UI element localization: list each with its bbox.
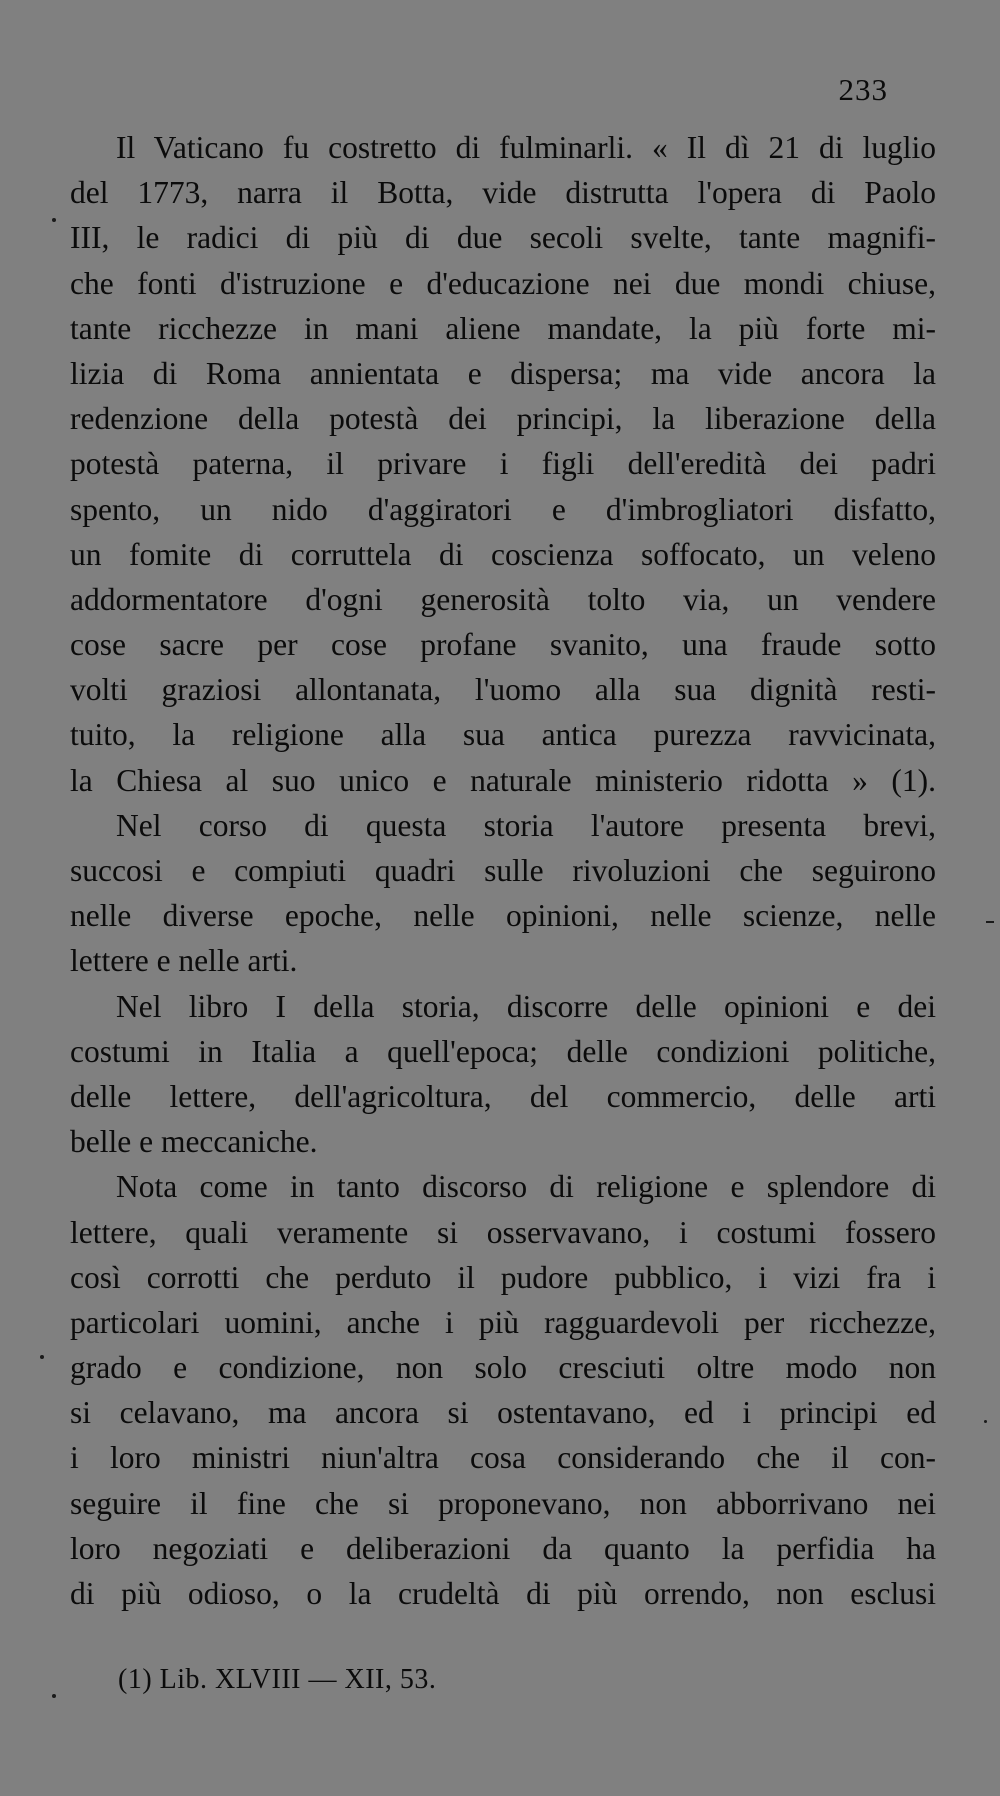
text-line: tuito, la religione alla sua antica purezza ravvicinata, <box>70 717 936 753</box>
text-line: di più odioso, o la crudeltà di più orrendo, non esclusi <box>70 1576 936 1611</box>
text-line: Il Vaticano fu costretto di fulminarli. « Il dì 21 di luglio <box>116 130 936 165</box>
text-line: seguire il fine che si proponevano, non abborrivano nei <box>70 1485 936 1521</box>
body-text <box>70 125 936 1616</box>
text-line: Nel libro I della storia, discorre delle opinioni e dei <box>116 988 936 1024</box>
text-line: III, le radici di più di due secoli svelte, tante magnifi- <box>70 220 936 256</box>
text-line: del 1773, narra il Botta, vide distrutta l'opera di Paolo <box>70 175 936 211</box>
scan-speck <box>52 218 56 222</box>
text-line: succosi e compiuti quadri sulle rivoluzioni che seguirono <box>70 853 936 888</box>
text-line: lettere e nelle arti. <box>70 943 298 979</box>
text-line: costumi in Italia a quell'epoca; delle condizioni politiche, <box>70 1033 936 1069</box>
text-line: un fomite di corruttela di coscienza soffocato, un veleno <box>70 536 936 572</box>
text-line: particolari uomini, anche i più ragguardevoli per ricchezze, <box>70 1304 936 1340</box>
text-line: potestà paterna, il privare i figli dell'eredità dei padri <box>70 446 936 482</box>
text-line: tante ricchezze in mani aliene mandate, la più forte mi- <box>70 310 936 346</box>
text-line: si celavano, ma ancora si ostentavano, ed i principi ed <box>70 1395 936 1431</box>
text-line: redenzione della potestà dei principi, la liberazione della <box>70 401 936 437</box>
text-line: cose sacre per cose profane svanito, una fraude sotto <box>70 627 936 663</box>
text-line: la Chiesa al suo unico e naturale ministerio ridotta » (1). <box>70 762 936 798</box>
page-number: 233 <box>838 72 888 107</box>
text-line: Nota come in tanto discorso di religione e splendore di <box>116 1169 936 1205</box>
footnote: (1) Lib. XLVIII — XII, 53. <box>118 1664 437 1695</box>
text-line: Nel corso di questa storia l'autore presenta brevi, <box>116 807 936 843</box>
text-line: grado e condizione, non solo cresciuti oltre modo non <box>70 1350 936 1386</box>
text-line: così corrotti che perduto il pudore pubblico, i vizi fra i <box>70 1259 936 1295</box>
text-line: belle e meccaniche. <box>70 1124 318 1160</box>
text-line: lizia di Roma annientata e dispersa; ma vide ancora la <box>70 355 936 391</box>
text-line: loro negoziati e deliberazioni da quanto la perfidia ha <box>70 1530 936 1566</box>
scan-speck <box>52 1694 56 1698</box>
text-line: nelle diverse epoche, nelle opinioni, nelle scienze, nelle <box>70 898 936 934</box>
scan-speck <box>40 1355 44 1359</box>
scan-speck <box>986 921 994 923</box>
text-line: volti graziosi allontanata, l'uomo alla sua dignità resti- <box>70 672 936 708</box>
text-line: i loro ministri niun'altra cosa considerando che il con- <box>70 1440 936 1476</box>
text-line: lettere, quali veramente si osservavano, i costumi fossero <box>70 1214 936 1250</box>
text-line: spento, un nido d'aggiratori e d'imbrogliatori disfatto, <box>70 491 936 527</box>
text-line: che fonti d'istruzione e d'educazione nei due mondi chiuse, <box>70 265 936 301</box>
text-line: addormentatore d'ogni generosità tolto via, un vendere <box>70 581 936 617</box>
scan-speck <box>984 1420 987 1423</box>
text-line: delle lettere, dell'agricoltura, del commercio, delle arti <box>70 1078 936 1114</box>
